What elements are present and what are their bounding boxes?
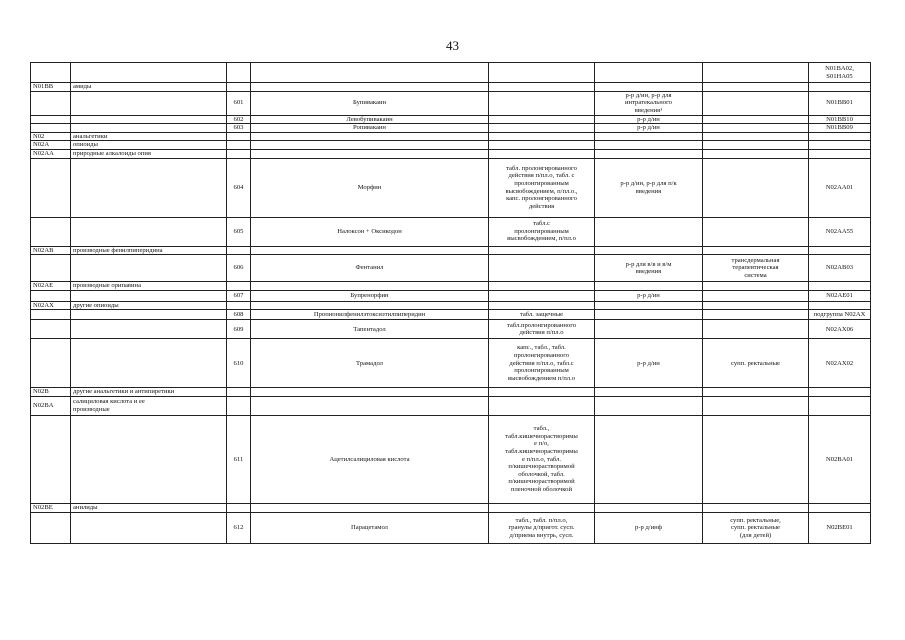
row-number-cell: 609 <box>227 320 251 339</box>
table-row <box>31 396 871 415</box>
other-form-cell <box>703 310 809 320</box>
injection-form-cell <box>595 388 703 397</box>
row-number-cell <box>227 282 251 291</box>
atc-code-cell: N01BB01 <box>809 91 871 115</box>
injection-form-cell <box>595 217 703 246</box>
table-row <box>31 339 871 388</box>
atc-code-cell: N02BA01 <box>809 415 871 503</box>
oral-form-cell <box>489 301 595 310</box>
row-number-cell: 608 <box>227 310 251 320</box>
table-row <box>31 124 871 133</box>
other-form-cell <box>703 141 809 150</box>
drug-name-cell: Фентанил <box>251 255 489 282</box>
drug-name-cell: Парацетамол <box>251 512 489 543</box>
drug-name-cell <box>251 132 489 141</box>
oral-form-cell <box>489 124 595 133</box>
atc-code-cell: подгруппа N02AX <box>809 310 871 320</box>
other-form-cell <box>703 396 809 415</box>
row-number-cell <box>227 83 251 92</box>
oral-form-cell <box>489 396 595 415</box>
table-row <box>31 320 871 339</box>
injection-form-cell <box>595 320 703 339</box>
drug-name-cell: Налоксон + Оксикодон <box>251 217 489 246</box>
other-form-cell <box>703 132 809 141</box>
oral-form-cell <box>489 282 595 291</box>
oral-form-cell <box>489 388 595 397</box>
oral-form-cell <box>489 255 595 282</box>
table-row <box>31 91 871 115</box>
atc-group-code-cell: N02AX <box>31 301 71 310</box>
injection-form-cell <box>595 503 703 512</box>
drug-name-cell <box>251 388 489 397</box>
injection-form-cell <box>595 83 703 92</box>
drug-name-cell: Трамадол <box>251 339 489 388</box>
atc-code-cell <box>809 282 871 291</box>
other-form-cell <box>703 246 809 255</box>
other-form-cell <box>703 83 809 92</box>
injection-form-cell <box>595 282 703 291</box>
group-description-cell: анальгетики <box>71 132 227 141</box>
injection-form-cell <box>595 63 703 83</box>
atc-code-cell: N01BB09 <box>809 124 871 133</box>
oral-form-cell <box>489 63 595 83</box>
drug-name-cell: Ацетилсалициловая кислота <box>251 415 489 503</box>
drug-name-cell <box>251 301 489 310</box>
drug-name-cell: Ропивакаин <box>251 124 489 133</box>
row-number-cell: 611 <box>227 415 251 503</box>
row-number-cell: 601 <box>227 91 251 115</box>
other-form-cell <box>703 149 809 158</box>
atc-group-code-cell: N01BB <box>31 83 71 92</box>
drug-name-cell: Бупренорфин <box>251 290 489 301</box>
table-row <box>31 255 871 282</box>
atc-code-cell: N02AB03 <box>809 255 871 282</box>
atc-code-cell <box>809 503 871 512</box>
other-form-cell <box>703 320 809 339</box>
oral-form-cell: табл., табл.кишечнорастворимы е п/о, табл.кишечнорастворимы е п/пл.о, табл. п/кишечнорастворимой оболочкой, табл. п/кишечнорастворимой пленочной оболочкой <box>489 415 595 503</box>
atc-code-cell: N02AX02 <box>809 339 871 388</box>
atc-code-cell: N01BB10 <box>809 115 871 124</box>
atc-code-cell <box>809 388 871 397</box>
injection-form-cell <box>595 141 703 150</box>
atc-code-cell: N01BA02, S01HA05 <box>809 63 871 83</box>
injection-form-cell <box>595 396 703 415</box>
drug-table <box>30 62 871 544</box>
drug-name-cell <box>251 149 489 158</box>
oral-form-cell: табл.пролонгированного действия п/пл.о <box>489 320 595 339</box>
drug-name-cell: Левобупивакаин <box>251 115 489 124</box>
atc-code-cell: N02AE01 <box>809 290 871 301</box>
table-row <box>31 149 871 158</box>
atc-group-code-cell <box>31 255 71 282</box>
page-number: 43 <box>446 38 459 53</box>
other-form-cell <box>703 282 809 291</box>
row-number-cell: 606 <box>227 255 251 282</box>
injection-form-cell: р-р д/ин, р-р для п/к введения <box>595 158 703 217</box>
row-number-cell: 602 <box>227 115 251 124</box>
group-description-cell: производные орипавина <box>71 282 227 291</box>
group-description-cell <box>71 512 227 543</box>
other-form-cell <box>703 415 809 503</box>
drug-name-cell: Пропионилфенилэтоксиэтилпиперидин <box>251 310 489 320</box>
oral-form-cell <box>489 149 595 158</box>
drug-name-cell <box>251 83 489 92</box>
other-form-cell <box>703 63 809 83</box>
other-form-cell: трансдермальная терапевтическая система <box>703 255 809 282</box>
other-form-cell <box>703 158 809 217</box>
group-description-cell <box>71 320 227 339</box>
other-form-cell <box>703 388 809 397</box>
injection-form-cell: р-р д/ин <box>595 339 703 388</box>
atc-code-cell <box>809 83 871 92</box>
atc-group-code-cell: N02 <box>31 132 71 141</box>
table-row <box>31 512 871 543</box>
oral-form-cell <box>489 83 595 92</box>
other-form-cell <box>703 301 809 310</box>
drug-name-cell <box>251 396 489 415</box>
table-row <box>31 132 871 141</box>
table-row <box>31 83 871 92</box>
table-row <box>31 282 871 291</box>
row-number-cell: 605 <box>227 217 251 246</box>
row-number-cell <box>227 141 251 150</box>
injection-form-cell: р-р д/ин <box>595 115 703 124</box>
group-description-cell <box>71 290 227 301</box>
group-description-cell <box>71 217 227 246</box>
group-description-cell <box>71 415 227 503</box>
row-number-cell <box>227 503 251 512</box>
row-number-cell <box>227 396 251 415</box>
table-row <box>31 301 871 310</box>
atc-code-cell <box>809 132 871 141</box>
table-row <box>31 310 871 320</box>
atc-group-code-cell <box>31 415 71 503</box>
atc-group-code-cell: N02BA <box>31 396 71 415</box>
group-description-cell: производные фенилпиперидина <box>71 246 227 255</box>
table-row <box>31 115 871 124</box>
oral-form-cell: капс., табл., табл. пролонгированного действия п/пл.о, табл.с пролонгированным высвобождением п/пл.о <box>489 339 595 388</box>
other-form-cell: супп. ректальные <box>703 339 809 388</box>
atc-code-cell: N02AA55 <box>809 217 871 246</box>
atc-group-code-cell: N02A <box>31 141 71 150</box>
atc-group-code-cell <box>31 91 71 115</box>
table-row <box>31 217 871 246</box>
drug-name-cell: Бупивакаин <box>251 91 489 115</box>
group-description-cell <box>71 91 227 115</box>
atc-code-cell <box>809 246 871 255</box>
atc-code-cell: N02AA01 <box>809 158 871 217</box>
injection-form-cell: р-р для в/в и в/м введения <box>595 255 703 282</box>
group-description-cell <box>71 158 227 217</box>
drug-name-cell <box>251 63 489 83</box>
atc-group-code-cell: N02B <box>31 388 71 397</box>
drug-name-cell <box>251 282 489 291</box>
table-row <box>31 141 871 150</box>
drug-name-cell: Морфин <box>251 158 489 217</box>
oral-form-cell <box>489 503 595 512</box>
table-row <box>31 246 871 255</box>
injection-form-cell: р-р д/инф <box>595 512 703 543</box>
atc-code-cell <box>809 149 871 158</box>
row-number-cell <box>227 246 251 255</box>
atc-group-code-cell <box>31 339 71 388</box>
group-description-cell: другие опиоиды <box>71 301 227 310</box>
atc-group-code-cell <box>31 63 71 83</box>
oral-form-cell: табл., табл. п/пл.о, гранулы д/пригот. сусп. д/приема внутрь, сусп. <box>489 512 595 543</box>
other-form-cell <box>703 503 809 512</box>
oral-form-cell <box>489 290 595 301</box>
atc-group-code-cell: N02AB <box>31 246 71 255</box>
table-row <box>31 63 871 83</box>
other-form-cell <box>703 124 809 133</box>
row-number-cell <box>227 63 251 83</box>
row-number-cell: 612 <box>227 512 251 543</box>
table-row <box>31 388 871 397</box>
atc-code-cell: N02BE01 <box>809 512 871 543</box>
group-description-cell <box>71 255 227 282</box>
row-number-cell: 607 <box>227 290 251 301</box>
group-description-cell: другие анальгетики и антипиретики <box>71 388 227 397</box>
group-description-cell: салициловая кислота и ее производные <box>71 396 227 415</box>
row-number-cell <box>227 388 251 397</box>
oral-form-cell: табл.с пролонгированным высвобождением, п/пл.о <box>489 217 595 246</box>
oral-form-cell: табл. защечные <box>489 310 595 320</box>
injection-form-cell <box>595 132 703 141</box>
oral-form-cell <box>489 141 595 150</box>
oral-form-cell <box>489 246 595 255</box>
table-row <box>31 290 871 301</box>
injection-form-cell <box>595 415 703 503</box>
atc-group-code-cell <box>31 512 71 543</box>
injection-form-cell: р-р д/ин <box>595 124 703 133</box>
oral-form-cell: табл. пролонгированного действия п/пл.о, табл. с пролонгированным высвобождением, п/пл.о., капс. пролонгированного действия <box>489 158 595 217</box>
injection-form-cell <box>595 310 703 320</box>
group-description-cell <box>71 339 227 388</box>
row-number-cell <box>227 149 251 158</box>
group-description-cell: амиды <box>71 83 227 92</box>
oral-form-cell <box>489 115 595 124</box>
group-description-cell: анилиды <box>71 503 227 512</box>
drug-name-cell <box>251 246 489 255</box>
group-description-cell <box>71 310 227 320</box>
atc-group-code-cell: N02BE <box>31 503 71 512</box>
other-form-cell <box>703 115 809 124</box>
row-number-cell: 604 <box>227 158 251 217</box>
oral-form-cell <box>489 132 595 141</box>
drug-name-cell <box>251 503 489 512</box>
other-form-cell: супп. ректальные, супп. ректальные (для детей) <box>703 512 809 543</box>
row-number-cell <box>227 132 251 141</box>
injection-form-cell <box>595 149 703 158</box>
atc-group-code-cell: N02AA <box>31 149 71 158</box>
oral-form-cell <box>489 91 595 115</box>
atc-group-code-cell: N02AE <box>31 282 71 291</box>
atc-group-code-cell <box>31 124 71 133</box>
atc-group-code-cell <box>31 217 71 246</box>
injection-form-cell: р-р д/ин, р-р для интратекального введения¹ <box>595 91 703 115</box>
other-form-cell <box>703 290 809 301</box>
atc-group-code-cell <box>31 158 71 217</box>
other-form-cell <box>703 91 809 115</box>
row-number-cell: 610 <box>227 339 251 388</box>
group-description-cell <box>71 124 227 133</box>
table-row <box>31 503 871 512</box>
atc-group-code-cell <box>31 290 71 301</box>
drug-name-cell <box>251 141 489 150</box>
atc-code-cell <box>809 301 871 310</box>
group-description-cell <box>71 63 227 83</box>
atc-group-code-cell <box>31 115 71 124</box>
table-row <box>31 158 871 217</box>
atc-group-code-cell <box>31 320 71 339</box>
group-description-cell: опиоиды <box>71 141 227 150</box>
injection-form-cell <box>595 246 703 255</box>
atc-group-code-cell <box>31 310 71 320</box>
group-description-cell: природные алкалоиды опия <box>71 149 227 158</box>
injection-form-cell: р-р д/ин <box>595 290 703 301</box>
atc-code-cell: N02AX06 <box>809 320 871 339</box>
atc-code-cell <box>809 396 871 415</box>
row-number-cell: 603 <box>227 124 251 133</box>
atc-code-cell <box>809 141 871 150</box>
injection-form-cell <box>595 301 703 310</box>
table-row <box>31 415 871 503</box>
other-form-cell <box>703 217 809 246</box>
drug-name-cell: Тапентадол <box>251 320 489 339</box>
row-number-cell <box>227 301 251 310</box>
group-description-cell <box>71 115 227 124</box>
